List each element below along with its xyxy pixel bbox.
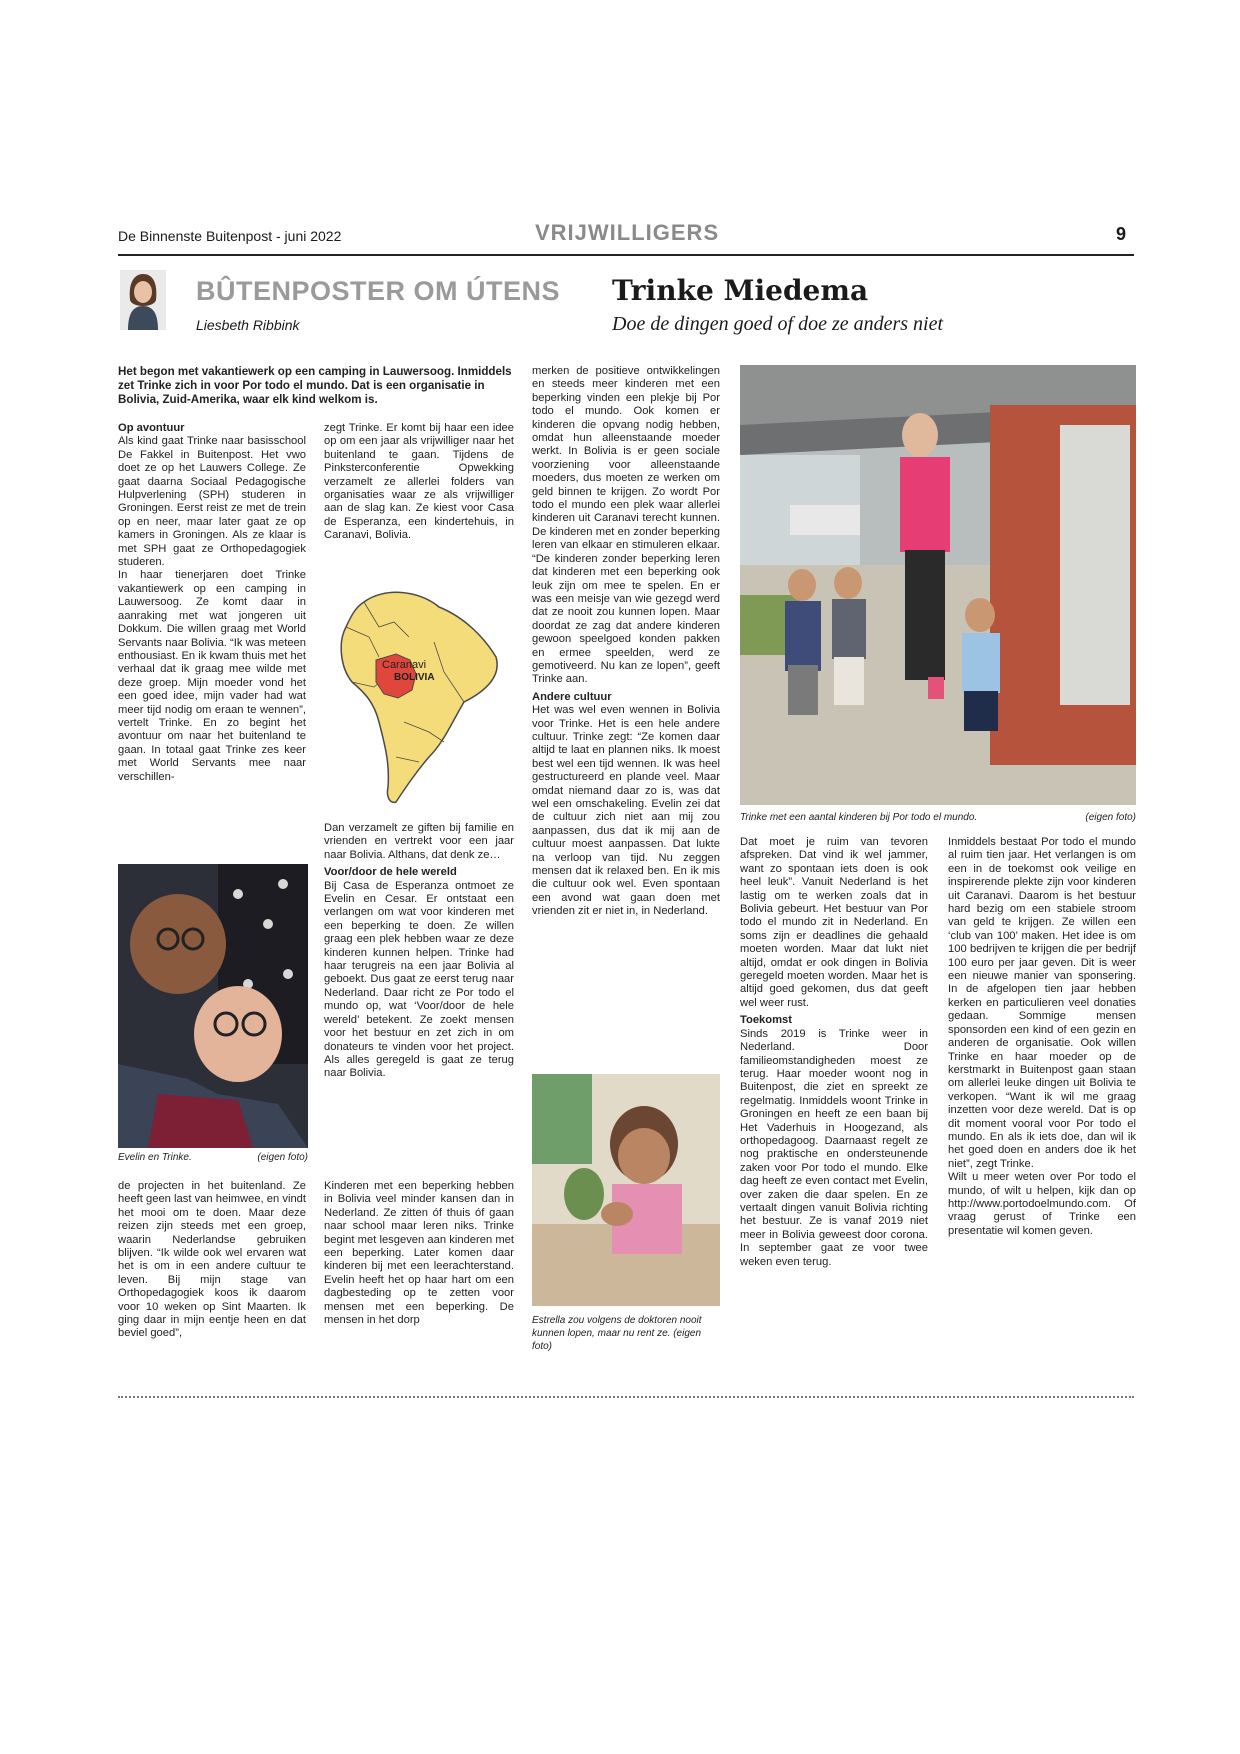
paragraph: Dat moet je ruim van tevoren afspreken. Dat vind ik wel jammer, want zo spontaan iets doen is ook heel leuk”. Vanuit Nederland is het lastig om te werken zoals dat in Bolivia gebeurt. Het bestuur van Por todo el mundo zit in Nederland. En soms zijn er deadlines die gehaald moeten worden. Maar dat lukt niet altijd, omdat er ook dingen in Bolivia geregeld moeten worden. Maar het is altijd goed gekomen, dus dat geeft wel weer rust.: [740, 836, 928, 1009]
section-heading: Andere cultuur: [532, 690, 612, 703]
paragraph: Kinderen met een beperking hebben in Bolivia veel minder kansen dan in Nederland. Ze zitten óf thuis óf gaan naar school maar leren niks. Trinke begint met lesgeven aan kinderen met een beperking. Later komen daar kinderen bij met een leerachterstand. Evelin heeft het op haar hart om een dagbesteding op te zetten voor mensen met een beperking. De mensen in het dorp: [324, 1180, 514, 1327]
paragraph: de projecten in het buitenland. Ze heeft geen last van heimwee, en vindt het mooi om te doen. Maar deze reizen zijn steeds met een groep, waarin Nederlandse gebruiken blijven. “Ik wilde ook wel ervaren wat het is om in een andere cultuur te leven. Bij mijn stage van Orthopedagogiek koos ik daarom voor 10 weken op Sint Maarten. Ik ging daar in mijn eentje heen en dat beviel goed”,: [118, 1180, 306, 1340]
article-author: Liesbeth Ribbink: [196, 317, 300, 333]
paragraph: zegt Trinke. Er komt bij haar een idee op om een jaar als vrijwilliger naar het buitenland te gaan. Tijdens de Pinksterconferentie Opwekking verzamelt ze allerlei folders van organisaties waar ze als vrijwilliger aan de slag kan. Ze kiest voor Casa de Esperanza, een kindertehuis, in Caranavi, Bolivia.: [324, 422, 514, 542]
article-intro: Het begon met vakantiewerk op een camping in Lauwersoog. Inmiddels zet Trinke zich in voor Por todo el mundo. Dat is een organisatie in Bolivia, Zuid-Amerika, waar elk kind welkom is.: [118, 365, 512, 406]
article-title: Trinke Miedema: [612, 274, 869, 307]
map-country-label: BOLIVIA: [394, 672, 435, 683]
photo-estrella: [532, 1074, 720, 1306]
caption-evelin-photo-credit: (eigen foto): [257, 1152, 308, 1163]
south-america-map: [324, 582, 514, 812]
text-column-2b: [324, 822, 514, 1162]
map-city-label: Caranavi: [382, 659, 427, 671]
text-column-4a: [740, 836, 928, 1356]
text-column-3a: [532, 365, 720, 1065]
paragraph: merken de positieve ontwikkelingen en steeds meer kinderen met een beperking vinden een plekje bij Por todo el mundo. Ook komen er kinderen die opvang nodig hebben, omdat hun alleenstaande moeder werkt. In Bolivia is er geen sociale voorziening voor alleenstaande moeders, dus moeten ze werken om geld binnen te krijgen. Zo wordt Por todo el mundo een plek waar allerlei kinderen uit Caranavi terecht kunnen. De kinderen met en zonder beperking leren van elkaar en stimuleren elkaar. “De kinderen zonder beperking leren dat kinderen met een beperking ook leuk zijn om mee te spelen. En er was een meisje van wie gezegd werd dat ze nooit zou kunnen lopen. Maar doordat ze zag dat andere kinderen gewoon speelgoed konden pakken en ermee speelden, werd ze gemotiveerd. Nu kan ze lopen”, geeft Trinke aan.: [532, 365, 720, 686]
publication-name: De Binnenste Buitenpost - juni 2022: [118, 228, 342, 244]
continent-shape: [341, 592, 497, 802]
bottom-divider: [118, 1396, 1134, 1398]
text-column-1b: [118, 1180, 306, 1356]
text-column-5a: [948, 836, 1136, 1356]
caption-evelin-photo: Evelin en Trinke. (eigen foto): [118, 1152, 308, 1163]
caption-main-photo-credit: (eigen foto): [1085, 812, 1136, 823]
article-subtitle: Doe de dingen goed of doe ze anders niet: [612, 313, 944, 335]
paragraph: Bij Casa de Esperanza ontmoet ze Evelin en Cesar. Er ontstaat een verlangen om wat voor kinderen met een beperking te doen. Ze willen graag een plek hebben waar ze deze kinderen kunnen helpen. Trinke had haar terugreis na een jaar Bolivia al geboekt. Dus gaat ze eerst terug naar Nederland. Daar richt ze Por todo el mundo op, wat ‘Voor/door de hele wereld’ betekent. Ze zoekt mensen voor het bestuur en zet zich in om donateurs te vinden voor het project. Als alles geregeld is gaat ze terug naar Bolivia.: [324, 879, 514, 1080]
text-column-2a: [324, 422, 514, 572]
section-heading: Voor/door de hele wereld: [324, 866, 457, 879]
header-divider: [118, 254, 1134, 256]
paragraph: Sinds 2019 is Trinke weer in Nederland. Door familieomstandigheden moest ze terug. Haar moeder woont nog in Buitenpost, die ziet en spreekt ze regelmatig. Inmiddels woont Trinke in Groningen en heeft ze een baan bij Het Vaderhuis in Hoogezand, als orthopedagoog. Daarnaast regelt ze nog praktische en ondersteunende zaken voor Por todo el mundo. Elke dag heeft ze even contact met Evelin, over zaken die daar spelen. En ze vertaalt dingen vanuit Bolivia richting het bestuur. Ze is vanaf 2019 niet meer in Bolivia geweest door corona. In september gaat ze voor twee weken even terug.: [740, 1027, 928, 1268]
author-avatar: [120, 270, 166, 330]
photo-evelin-and-trinke: [118, 864, 308, 1148]
photo-trinke-with-children: [740, 365, 1136, 805]
section-heading: Toekomst: [740, 1014, 793, 1027]
paragraph: Inmiddels bestaat Por todo el mundo al ruim tien jaar. Het verlangen is om een in de toekomst ook veilige en inspirerende plekte zijn voor kinderen uit Caranavi. Daarom is het bestuur hard bezig om een stabiele stroom van geld te krijgen. Ze willen een ‘club van 100’ maken. Het idee is om 100 bedrijven te krijgen die per bedrijf 100 euro per jaar geven. Dit is weer een nieuwe manier van sponsering. In de afgelopen tien jaar hebben kerken en particulieren veel donaties gedaan. Sommige mensen sponsorden een kind of een gezin en anderen de organisatie. Ook willen Trinke en haar moeder op de kerstmarkt in Buitenpost gaan staan om allerlei leuke dingen uit Bolivia te verkopen. “Want ik wil me graag inzetten voor deze wereld. Dat is op dit moment vooral voor Por todo el mundo. En als ik iets doe, dan wil ik het goed doen en anders doe ik het niet”, zegt Trinke.: [948, 836, 1136, 1170]
section-heading: Op avontuur: [118, 422, 185, 434]
paragraph: Het was wel even wennen in Bolivia voor Trinke. Het is een hele andere cultuur. Trinke zegt: “Ze komen daar altijd te laat en plannen niks. Ik moest best wel een tijd wennen. Ik was heel gestructureerd en plande veel. Maar omdat niemand daar zo is, was dat wel een omschakeling. Evelin zei dat de cultuur zich niet aan mij zou aanpassen, dus dat ik mij aan de cultuur moest aanpassen. Dat lukte na verloop van tijd. Nu zeggen mensen dat ik relaxed ben. En ik mis die cultuur ook wel. Even spontaan een avond wat gaan doen met vrienden zit er niet in, in Nederland.: [532, 704, 720, 918]
paragraph: Dan verzamelt ze giften bij familie en vrienden en vertrekt voor een jaar naar Bolivia. Althans, dat denk ze…: [324, 822, 514, 861]
caption-main-photo: Trinke met een aantal kinderen bij Por todo el mundo. (eigen foto): [740, 812, 1136, 823]
page-number: 9: [1116, 224, 1127, 244]
column-title: BÛTENPOSTER OM ÚTENS: [196, 276, 561, 306]
text-column-1a: [118, 422, 306, 854]
paragraph: In haar tienerjaren doet Trinke vakantiewerk op een camping in Lauwersoog. Ze komt daar in aanraking met wat jongeren uit Dokkum. Die willen graag met World Servants naar Bolivia. “Ik was meteen enthousiast. En ik kwam thuis met het verhaal dat ik graag mee wilde met deze groep. Mijn moeder vond het een goed idee, mijn vader had wat meer tijd nodig om eraan te wennen”, vertelt Trinke. En zo begint het avontuur om naar het buitenland te gaan. In totaal gaat Trinke zes keer met World Servants mee naar verschillen-: [118, 569, 306, 783]
section-title: VRIJWILLIGERS: [535, 220, 720, 245]
paragraph: Wilt u meer weten over Por todo el mundo, of wilt u helpen, kijk dan op http://www.portodoelmundo.com. Of vraag gerust of Trinke een presentatie wil komen geven.: [948, 1171, 1136, 1237]
paragraph: Als kind gaat Trinke naar basisschool De Fakkel in Buitenpost. Het vwo doet ze op het Lauwers College. Ze gaat daarna Sociaal Pedagogische Hulpverlening (SPH) studeren in Groningen. Eerst reist ze met de trein op en neer, maar later gaat ze op kamers in Groningen. Als ze klaar is met SPH gaat ze Orthopedagogiek studeren.: [118, 435, 306, 569]
text-column-2c: [324, 1180, 514, 1356]
caption-estrella-photo: Estrella zou volgens de doktoren nooit kunnen lopen, maar nu rent ze. (eigen foto): [532, 1315, 702, 1352]
